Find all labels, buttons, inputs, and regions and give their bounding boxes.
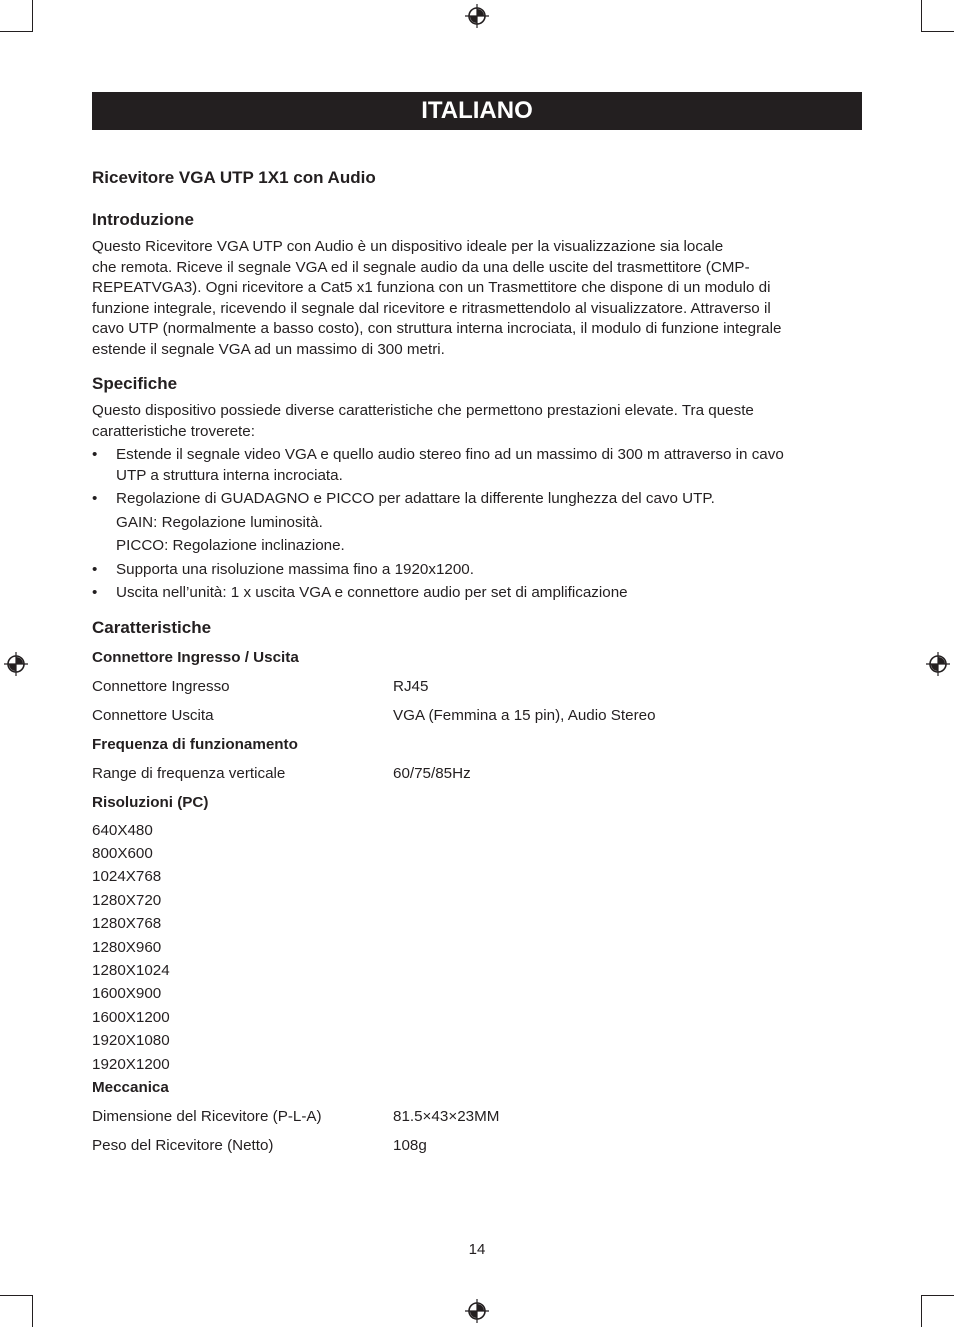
- crop-mark: [921, 0, 922, 32]
- list-subline: PICCO: Regolazione inclinazione.: [116, 537, 345, 554]
- registration-mark-icon: [465, 4, 489, 28]
- registration-mark-icon: [926, 652, 950, 676]
- resolution-item: 1600X1200: [92, 1008, 170, 1026]
- spec-row: Connettore Ingresso RJ45: [92, 677, 429, 695]
- specifiche-intro: Questo dispositivo possiede diverse caratteristiche che permettono prestazioni elevate. Tra queste caratteristiche troverete:: [92, 402, 754, 440]
- list-item: • Regolazione di GUADAGNO e PICCO per adattare la differente lunghezza del cavo UTP.: [92, 490, 715, 507]
- list-item: • Estende il segnale video VGA e quello audio stereo fino ad un massimo di 300 m attraverso in cavo UTP a struttura interna incrociata.: [92, 446, 784, 484]
- crop-mark: [921, 1295, 954, 1296]
- resolution-item: 1280X960: [92, 938, 162, 956]
- resolution-item: 640X480: [92, 821, 153, 839]
- resolution-item: 1600X900: [92, 985, 162, 1003]
- crop-mark: [32, 1295, 33, 1327]
- resolution-item: 1280X720: [92, 891, 162, 909]
- list-subline: GAIN: Regolazione luminosità.: [116, 513, 323, 531]
- resolution-item: 800X600: [92, 844, 153, 862]
- spec-group-heading: Frequenza di funzionamento: [92, 735, 298, 753]
- resolution-list: [92, 819, 864, 1076]
- intro-heading: Introduzione: [92, 210, 194, 229]
- resolution-item: 1920X1200: [92, 1055, 170, 1073]
- crop-mark: [0, 31, 33, 32]
- crop-mark: [0, 1295, 33, 1296]
- document-title: Ricevitore VGA UTP 1X1 con Audio: [92, 168, 376, 187]
- crop-mark: [921, 31, 954, 32]
- intro-paragraph: Questo Ricevitore VGA UTP con Audio è un dispositivo ideale per la visualizzazione sia locale che remota. Riceve il segnale VGA ed il segnale audio da una delle uscite del trasmettitore (CMP- REPEATVGA3). Ogni ricevitore a Cat5 x1 funziona con un Trasmettitore che dispone di un modulo di funzione integrale, ricevendo il segnale dal ricevitore e ritrasmettendolo al visualizzatore. Attraverso il cavo UTP (normalmente a basso costo), con struttura interna incrociata, il modulo di funzione integrale estende il segnale VGA ad un massimo di 300 metri.: [92, 238, 782, 358]
- spec-row: Peso del Ricevitore (Netto) 108g: [92, 1136, 427, 1154]
- resolution-item: 1920X1080: [92, 1032, 170, 1050]
- caratteristiche-heading: Caratteristiche: [92, 617, 212, 637]
- spec-group-heading: Connettore Ingresso / Uscita: [92, 648, 299, 666]
- registration-mark-icon: [465, 1299, 489, 1323]
- document-body: [92, 168, 864, 1156]
- spec-row: Connettore Uscita VGA (Femmina a 15 pin), Audio Stereo: [92, 706, 656, 724]
- resolution-item: 1280X768: [92, 915, 162, 933]
- crop-mark: [921, 1295, 922, 1327]
- spec-row: Dimensione del Ricevitore (P-L-A) 81.5×43×23MM: [92, 1107, 500, 1125]
- spec-group-heading: Meccanica: [92, 1078, 169, 1096]
- registration-mark-icon: [4, 652, 28, 676]
- specifiche-list: [92, 445, 864, 604]
- specifiche-heading: Specifiche: [92, 374, 178, 393]
- spec-row: Range di frequenza verticale 60/75/85Hz: [92, 764, 471, 782]
- list-item: • Uscita nell’unità: 1 x uscita VGA e connettore audio per set di amplificazione: [92, 584, 628, 601]
- resolution-item: 1024X768: [92, 868, 162, 886]
- crop-mark: [32, 0, 33, 32]
- spec-group-heading: Risoluzioni (PC): [92, 793, 209, 811]
- list-item: • Supporta una risoluzione massima fino a 1920x1200.: [92, 560, 474, 578]
- resolution-item: 1280X1024: [92, 961, 170, 979]
- language-banner: ITALIANO: [92, 92, 862, 130]
- page-number: 14: [468, 1241, 486, 1258]
